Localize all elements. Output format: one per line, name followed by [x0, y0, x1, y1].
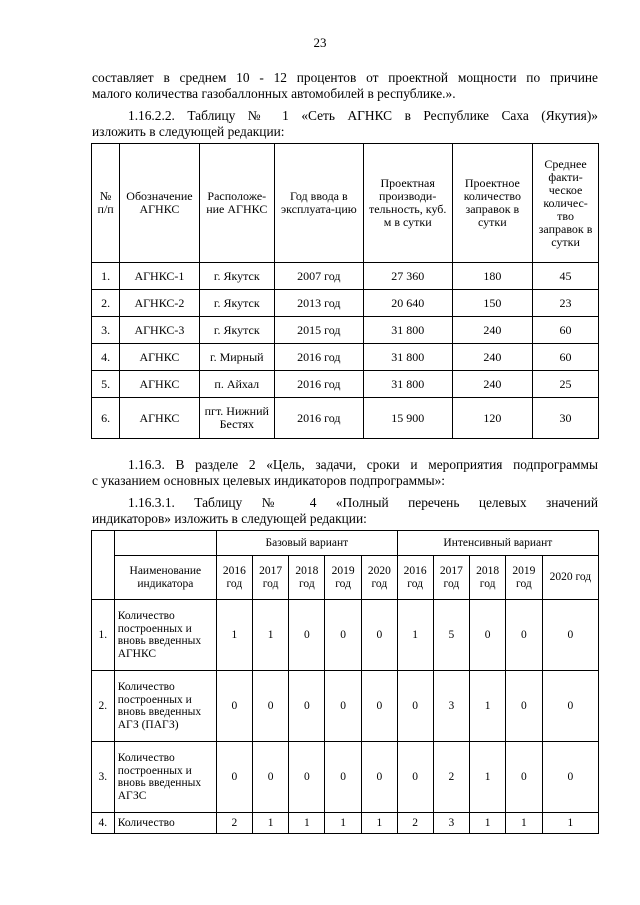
paragraph-line: составляет в среднем 10 - 12 процентов от проектной мощности по причине	[92, 70, 598, 85]
year-header: 2016 год	[216, 556, 252, 600]
agnks-network-table	[91, 143, 599, 439]
table-cell: 2	[433, 742, 470, 813]
table-cell: 2007 год	[274, 263, 363, 290]
table-cell: 150	[452, 290, 532, 317]
table-cell: 4.	[92, 813, 115, 834]
group-header-base: Базовый вариант	[216, 531, 397, 556]
table-cell: 2013 год	[274, 290, 363, 317]
year-header: 2020 год	[361, 556, 397, 600]
paragraph-table4-intro	[92, 495, 598, 527]
table-cell: 1	[361, 813, 397, 834]
column-header: Год ввода в эксплуата-цию	[274, 144, 363, 263]
paragraph-line: 1.16.2.2. Таблицу № 1 «Сеть АГНКС в Республике Саха (Якутия)»	[128, 108, 598, 123]
year-header: 2019 год	[506, 556, 543, 600]
table-header-row	[92, 531, 599, 556]
table-cell: 3	[433, 813, 470, 834]
table-cell: 2016 год	[274, 398, 363, 439]
table-cell: АГНКС-3	[120, 317, 199, 344]
table-cell: 60	[533, 344, 599, 371]
table-header-row	[92, 144, 599, 263]
table-cell: 4.	[92, 344, 120, 371]
table-cell: 25	[533, 371, 599, 398]
table-cell: 240	[452, 344, 532, 371]
table-cell: АГНКС	[120, 398, 199, 439]
table-cell: 1	[506, 813, 543, 834]
table-cell: 1	[325, 813, 362, 834]
table-cell: 1	[470, 742, 506, 813]
table-cell: 180	[452, 263, 532, 290]
table-cell: п. Айхал	[199, 371, 274, 398]
table-cell: 2016 год	[274, 344, 363, 371]
year-header: 2020 год	[542, 556, 598, 600]
table-cell: пгт. Нижний Бестях	[199, 398, 274, 439]
table-cell: 0	[542, 600, 598, 671]
table-cell: 2.	[92, 290, 120, 317]
year-header: 2017 год	[433, 556, 470, 600]
table-row	[92, 317, 599, 344]
table-cell: 31 800	[363, 371, 452, 398]
year-header: 2016 год	[397, 556, 433, 600]
column-header: Расположе-ние АГНКС	[199, 144, 274, 263]
paragraph-section-2	[92, 457, 598, 489]
table-cell: 0	[252, 742, 289, 813]
table-cell: г. Мирный	[199, 344, 274, 371]
group-header-intensive: Интенсивный вариант	[397, 531, 598, 556]
table-cell: 0	[216, 671, 252, 742]
column-header: Проектное количество заправок в сутки	[452, 144, 532, 263]
table-cell: 0	[506, 600, 543, 671]
table-cell: 1.	[92, 600, 115, 671]
table-cell: 1	[397, 600, 433, 671]
paragraph-line: 1.16.3.1. Таблицу № 4 «Полный перечень целевых значений	[128, 495, 598, 510]
table-cell: 0	[289, 742, 325, 813]
indicator-name: Количество построенных и вновь введенных АГЗ (ПАГЗ)	[114, 671, 216, 742]
page-number: 23	[313, 35, 327, 50]
table-cell: 6.	[92, 398, 120, 439]
table-cell: АГНКС	[120, 371, 199, 398]
table-cell: 0	[252, 671, 289, 742]
table-cell: 0	[325, 671, 362, 742]
year-header: 2017 год	[252, 556, 289, 600]
table-cell: 30	[533, 398, 599, 439]
table-cell: 0	[289, 600, 325, 671]
table-cell: 0	[325, 600, 362, 671]
year-header: 2019 год	[325, 556, 362, 600]
paragraph-line: индикаторов» изложить в следующей редакции:	[92, 511, 367, 526]
table-row	[92, 263, 599, 290]
table-cell: 0	[542, 671, 598, 742]
year-header: 2018 год	[289, 556, 325, 600]
table-row	[92, 290, 599, 317]
column-header	[92, 531, 115, 600]
table-cell: 240	[452, 317, 532, 344]
indicator-name: Количество построенных и вновь введенных АГЗС	[114, 742, 216, 813]
table-cell: АГНКС-1	[120, 263, 199, 290]
target-indicators-table	[91, 530, 599, 834]
table-cell: 1	[470, 671, 506, 742]
table-cell: 0	[397, 742, 433, 813]
table-cell: 3.	[92, 742, 115, 813]
table-cell: 0	[470, 600, 506, 671]
table-cell: 2015 год	[274, 317, 363, 344]
paragraph-line: малого количества газобаллонных автомобилей в республике.».	[92, 86, 456, 101]
column-header: Наименование индикатора	[114, 556, 216, 600]
table-cell: 45	[533, 263, 599, 290]
table-cell: 240	[452, 371, 532, 398]
table-cell: 1	[252, 813, 289, 834]
column-header: Проектная производи-тельность, куб. м в сутки	[363, 144, 452, 263]
table-cell: г. Якутск	[199, 263, 274, 290]
table-row	[92, 742, 599, 813]
table-row	[92, 344, 599, 371]
paragraph-line: изложить в следующей редакции:	[92, 124, 285, 139]
table-cell: 60	[533, 317, 599, 344]
table-cell: 23	[533, 290, 599, 317]
table-cell: 1	[289, 813, 325, 834]
table-cell: 0	[361, 671, 397, 742]
table-cell: 0	[506, 742, 543, 813]
paragraph-line: с указанием основных целевых индикаторов подпрограммы»:	[92, 473, 446, 488]
table-cell: 0	[397, 671, 433, 742]
table-cell: 1	[470, 813, 506, 834]
table-cell: 20 640	[363, 290, 452, 317]
column-header	[114, 531, 216, 556]
table-cell: 2	[216, 813, 252, 834]
table-cell: 3.	[92, 317, 120, 344]
table-row	[92, 371, 599, 398]
table-row	[92, 671, 599, 742]
table-cell: 31 800	[363, 344, 452, 371]
table-cell: 2	[397, 813, 433, 834]
table-cell: 2016 год	[274, 371, 363, 398]
table-header-row	[92, 556, 599, 600]
table-cell: 0	[325, 742, 362, 813]
paragraph-line: 1.16.3. В разделе 2 «Цель, задачи, сроки и мероприятия подпрограммы	[128, 457, 598, 472]
table-cell: 1	[252, 600, 289, 671]
table-cell: 3	[433, 671, 470, 742]
table-cell: 5.	[92, 371, 120, 398]
column-header: № п/п	[92, 144, 120, 263]
table-row	[92, 600, 599, 671]
table-cell: г. Якутск	[199, 317, 274, 344]
table-cell: 0	[289, 671, 325, 742]
table-row	[92, 398, 599, 439]
table-cell: 1.	[92, 263, 120, 290]
table-cell: 120	[452, 398, 532, 439]
table-cell: 5	[433, 600, 470, 671]
table-cell: 31 800	[363, 317, 452, 344]
indicator-name: Количество	[114, 813, 216, 834]
table-cell: 0	[506, 671, 543, 742]
table-cell: 0	[361, 600, 397, 671]
table-cell: г. Якутск	[199, 290, 274, 317]
column-header: Обозначение АГНКС	[120, 144, 199, 263]
paragraph-continuation	[92, 70, 598, 102]
table-cell: 1	[216, 600, 252, 671]
year-header: 2018 год	[470, 556, 506, 600]
table-row	[92, 813, 599, 834]
table-cell: 0	[542, 742, 598, 813]
table-cell: 15 900	[363, 398, 452, 439]
indicator-name: Количество построенных и вновь введенных АГНКС	[114, 600, 216, 671]
paragraph-table1-intro	[92, 108, 598, 140]
table-cell: АГНКС	[120, 344, 199, 371]
table-cell: 0	[216, 742, 252, 813]
table-cell: АГНКС-2	[120, 290, 199, 317]
column-header: Среднее факти-ческое количес-тво заправок в сутки	[533, 144, 599, 263]
table-cell: 0	[361, 742, 397, 813]
table-cell: 2.	[92, 671, 115, 742]
table-cell: 1	[542, 813, 598, 834]
table-cell: 27 360	[363, 263, 452, 290]
